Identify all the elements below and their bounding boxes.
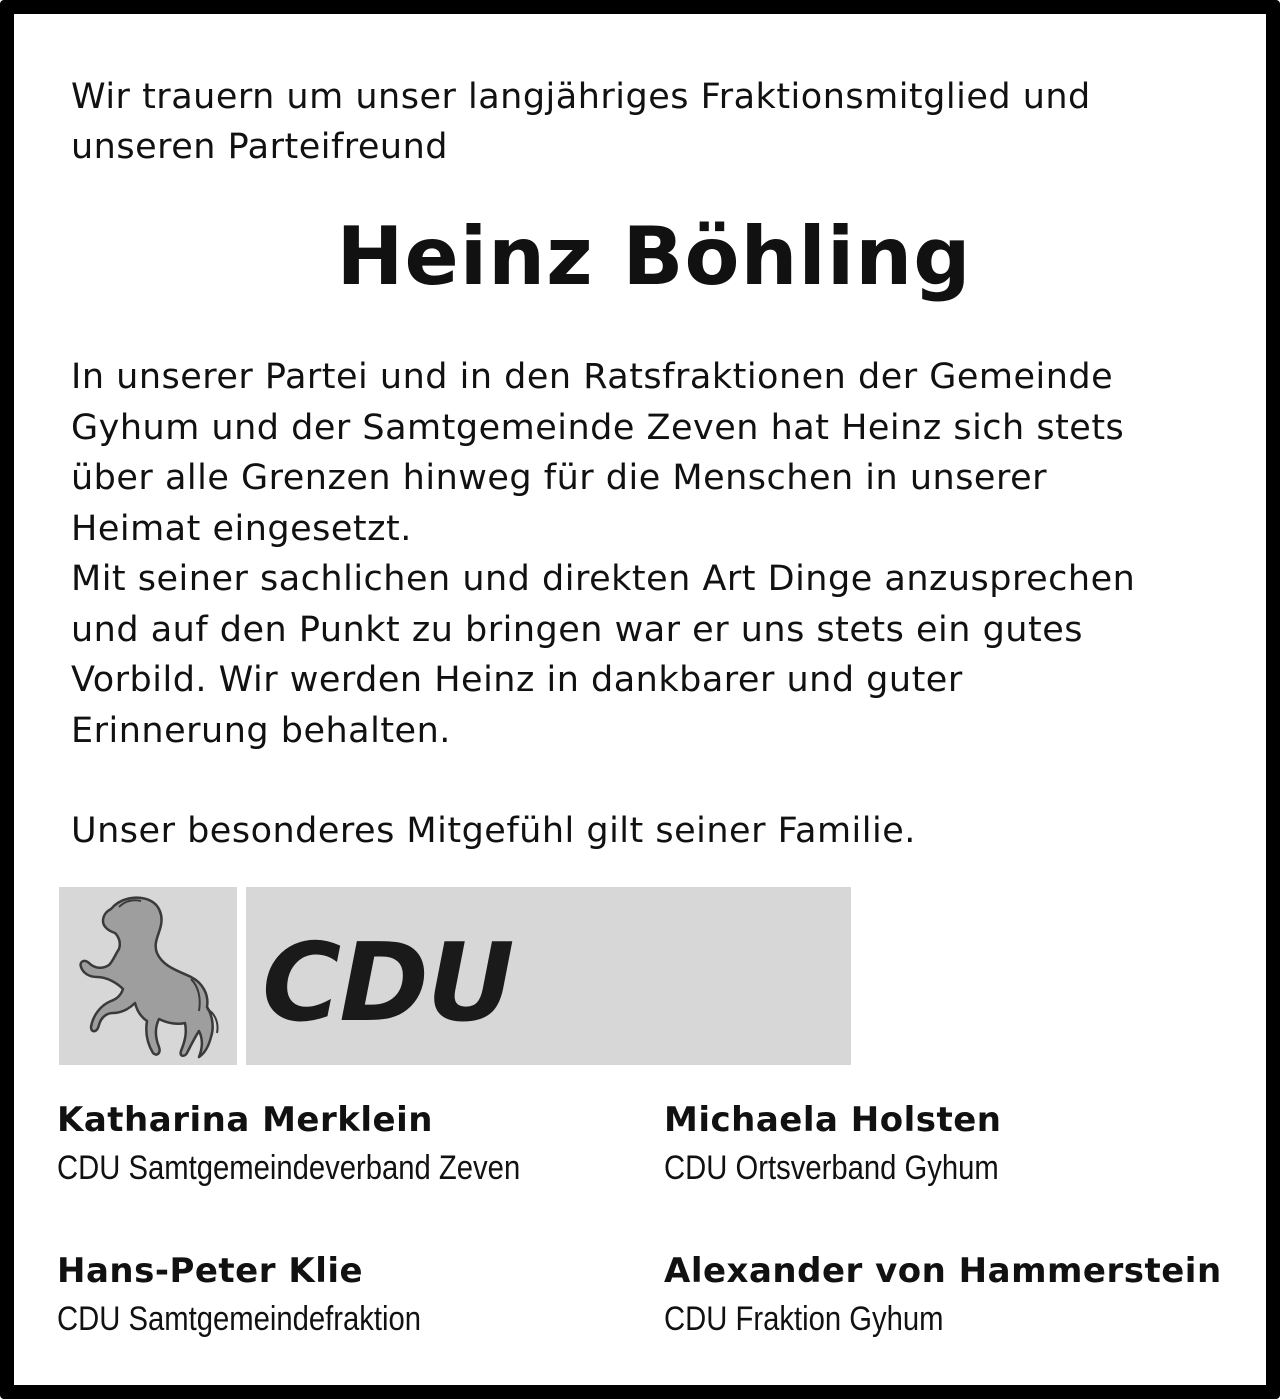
tribute-line: und auf den Punkt zu bringen war er uns stets ein gutes bbox=[71, 609, 1083, 650]
intro-text bbox=[71, 72, 1251, 172]
tribute-line: über alle Grenzen hinweg für die Menschen in unserer bbox=[71, 458, 1048, 498]
tribute-line: In unserer Partei und in den Ratsfraktionen der Gemeinde bbox=[71, 357, 1114, 397]
horse-emblem-icon-graphic bbox=[59, 887, 237, 1065]
signer-name: Hans-Peter Klie bbox=[57, 1251, 364, 1291]
cdu-logo bbox=[59, 887, 851, 1065]
deceased-name: Heinz Böhling bbox=[336, 210, 972, 303]
signer-organization: CDU Samtgemeindefraktion bbox=[57, 1300, 422, 1338]
signer bbox=[57, 1246, 657, 1342]
intro-line: Wir trauern um unser langjähriges Fraktionsmitglied und bbox=[71, 77, 1091, 117]
signer bbox=[57, 1095, 657, 1191]
signer bbox=[664, 1246, 1264, 1342]
tribute-text bbox=[71, 352, 1261, 756]
tribute-line: Vorbild. Wir werden Heinz in dankbarer und guter bbox=[71, 660, 963, 700]
signer-organization: CDU Fraktion Gyhum bbox=[664, 1300, 944, 1338]
cdu-wordmark-panel bbox=[246, 887, 851, 1065]
signer-name: Katharina Merklein bbox=[57, 1100, 433, 1140]
tribute-line: Gyhum und der Samtgemeinde Zeven hat Heinz sich stets bbox=[71, 407, 1125, 448]
signer-name: Alexander von Hammerstein bbox=[664, 1251, 1222, 1291]
intro-line: unseren Parteifreund bbox=[71, 127, 449, 167]
tribute-line: Erinnerung behalten. bbox=[71, 710, 451, 751]
tribute-line: Heimat eingesetzt. bbox=[71, 508, 412, 549]
condolence-text: Unser besonderes Mitgefühl gilt seiner Familie. bbox=[71, 811, 916, 851]
signers-block bbox=[57, 1095, 1247, 1355]
signer bbox=[664, 1095, 1264, 1191]
cdu-wordmark: CDU bbox=[262, 921, 513, 1046]
signer-name: Michaela Holsten bbox=[664, 1100, 1002, 1140]
tribute-line: Mit seiner sachlichen und direkten Art Dinge anzusprechen bbox=[71, 559, 1136, 599]
horse-emblem-icon bbox=[59, 887, 237, 1065]
signer-organization: CDU Samtgemeindeverband Zeven bbox=[57, 1149, 521, 1187]
signer-organization: CDU Ortsverband Gyhum bbox=[664, 1149, 999, 1187]
